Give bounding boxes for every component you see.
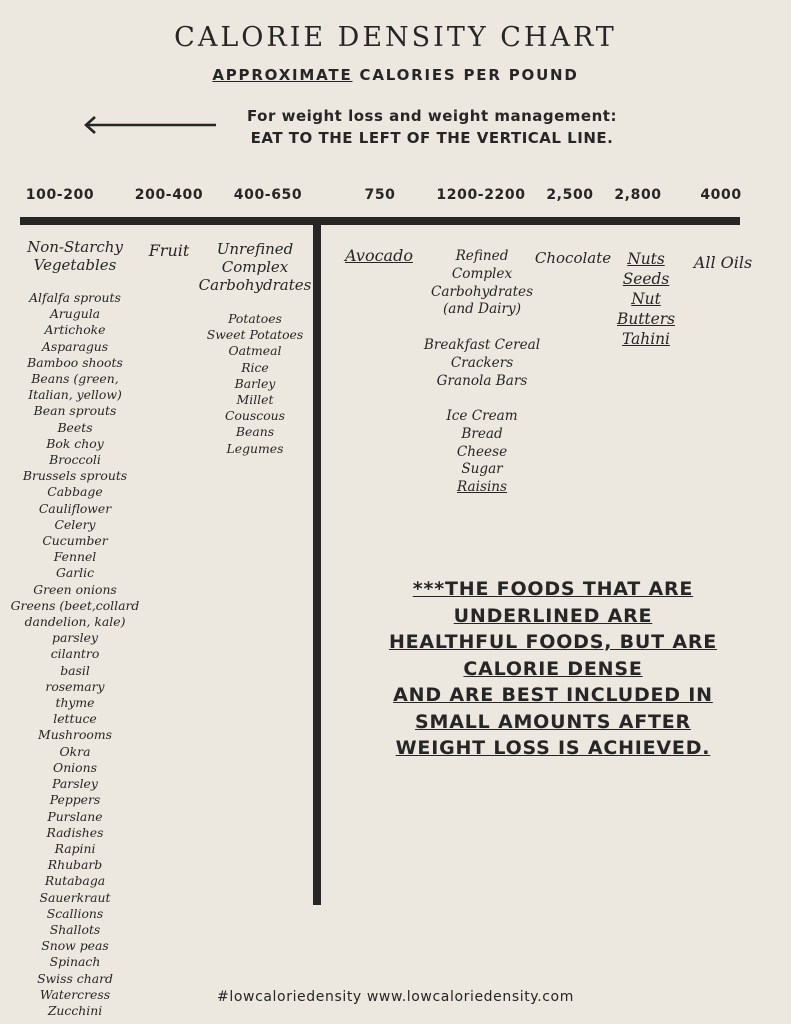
complex-carb-item: Potatoes xyxy=(228,311,282,326)
instruction-line-2: EAT TO THE LEFT OF THE VERTICAL LINE. xyxy=(250,129,614,147)
raisins-item: Raisins xyxy=(456,479,508,496)
horizontal-divider xyxy=(20,217,740,225)
vegetable-item: Onions xyxy=(53,759,97,775)
nut-item: Nuts xyxy=(627,250,665,268)
vegetable-item: cilantro xyxy=(50,646,100,662)
range-label: 4000 xyxy=(700,187,742,203)
vegetable-item: Alfalfa sprouts xyxy=(29,290,121,305)
page-title: CALORIE DENSITY CHART xyxy=(174,22,617,53)
vegetable-item: Asparagus xyxy=(41,338,109,354)
vegetable-item: Shallots xyxy=(49,921,101,937)
vegetable-item: Watercress xyxy=(39,986,111,1002)
range-label: 200-400 xyxy=(134,187,204,203)
note-line: SMALL AMOUNTS AFTER xyxy=(415,710,691,733)
instruction xyxy=(222,105,642,149)
vegetable-item: Cauliflower xyxy=(38,500,112,516)
vegetable-item: Rutabaga xyxy=(44,873,106,889)
range-label: 2,800 xyxy=(614,187,662,203)
complex-carb-item: Rice xyxy=(241,359,269,375)
note-line: ***THE FOODS THAT ARE xyxy=(412,578,694,600)
refined-heading: Refined Complex Carbohydrates (and Dairy) xyxy=(430,248,534,318)
vegetable-item: Okra xyxy=(59,743,91,759)
note-line: AND ARE BEST INCLUDED IN xyxy=(393,684,713,706)
vegetable-item: parsley xyxy=(52,630,98,646)
vegetable-item: Italian, yellow) xyxy=(28,387,122,403)
vegetable-item: Fennel xyxy=(53,549,97,565)
oils-heading: All Oils xyxy=(693,253,753,272)
vegetable-item: Spinach xyxy=(49,954,101,970)
refined-group-1: Breakfast Cereal Crackers Granola Bars xyxy=(423,337,541,389)
vegetable-item: Arugula xyxy=(49,306,101,322)
footer: #lowcaloriedensity www.lowcaloriedensity.com xyxy=(217,989,574,1005)
complex-carbs-list xyxy=(196,311,314,457)
vegetable-item: Rapini xyxy=(54,840,96,856)
nuts-list xyxy=(608,249,684,349)
chocolate-heading: Chocolate xyxy=(534,249,612,267)
vegetable-item: Zucchini xyxy=(47,1002,103,1018)
vegetables-list xyxy=(5,290,145,1019)
vegetable-item: Mushrooms xyxy=(38,727,112,743)
complex-carb-item: Barley xyxy=(234,375,276,391)
note-line: HEALTHFUL FOODS, BUT ARE xyxy=(388,631,718,653)
vegetable-item: Parsley xyxy=(52,776,98,792)
complex-carb-item: Beans xyxy=(235,424,275,440)
vegetable-item: Greens (beet,collard xyxy=(10,597,140,613)
vertical-divider xyxy=(313,221,321,905)
vegetable-item: Cabbage xyxy=(47,484,103,500)
complex-carb-item: Sweet Potatoes xyxy=(206,327,304,343)
vegetable-item: basil xyxy=(60,662,90,678)
nut-item: Butters xyxy=(617,310,675,328)
subtitle-underlined: APPROXIMATE xyxy=(212,66,353,84)
complex-carb-item: Millet xyxy=(236,392,274,408)
vegetable-item: Bamboo shoots xyxy=(27,354,123,370)
vegetable-item: Peppers xyxy=(49,792,101,808)
nut-item: Seeds xyxy=(622,270,670,288)
left-arrow-icon xyxy=(82,115,216,135)
range-label: 400-650 xyxy=(233,187,303,203)
vegetable-item: Swiss chard xyxy=(37,970,113,986)
range-label: 2,500 xyxy=(546,187,594,203)
note-line: UNDERLINED ARE xyxy=(453,604,653,627)
complex-carb-item: Legumes xyxy=(226,440,284,456)
vegetables-heading: Non-Starchy Vegetables xyxy=(27,238,123,274)
vegetable-item: Beans (green, xyxy=(31,371,119,387)
range-label: 1200-2200 xyxy=(436,187,526,203)
vegetable-item: Radishes xyxy=(46,824,104,840)
vegetable-item: Artichoke xyxy=(44,322,106,338)
vegetable-item: Broccoli xyxy=(49,452,101,468)
vegetable-item: Green onions xyxy=(33,581,117,597)
vegetable-item: Bean sprouts xyxy=(33,403,117,419)
nut-item: Tahini xyxy=(622,330,670,348)
vegetable-item: rosemary xyxy=(45,678,105,694)
fruit-heading: Fruit xyxy=(148,241,190,260)
vegetable-item: Brussels sprouts xyxy=(22,468,128,484)
instruction-line-1: For weight loss and weight management: xyxy=(247,107,617,125)
subtitle xyxy=(0,66,791,84)
range-label: 750 xyxy=(364,187,396,203)
vegetable-item: dandelion, kale) xyxy=(24,614,126,630)
vegetable-item: Sauerkraut xyxy=(39,889,111,905)
note-line: WEIGHT LOSS IS ACHIEVED. xyxy=(395,737,711,759)
underline-note xyxy=(372,576,734,762)
note-line: CALORIE DENSE xyxy=(463,657,643,680)
complex-carbs-heading: Unrefined Complex Carbohydrates xyxy=(198,240,312,294)
vegetable-item: Scallions xyxy=(46,905,104,921)
complex-carb-item: Couscous xyxy=(224,408,286,424)
vegetable-item: Rhubarb xyxy=(47,857,103,873)
vegetable-item: lettuce xyxy=(53,711,97,727)
vegetable-item: Purslane xyxy=(47,808,103,824)
complex-carb-item: Oatmeal xyxy=(228,343,282,359)
nut-item: Nut xyxy=(631,290,661,308)
avocado-heading: Avocado xyxy=(345,246,413,265)
vegetable-item: Celery xyxy=(54,516,96,532)
vegetable-item: Beets xyxy=(57,419,93,435)
vegetable-item: Garlic xyxy=(55,565,95,581)
refined-group-2: Ice Cream Bread Cheese Sugar Raisins xyxy=(412,408,552,497)
subtitle-rest: CALORIES PER POUND xyxy=(352,66,579,84)
vegetable-item: thyme xyxy=(55,695,95,711)
vegetable-item: Bok choy xyxy=(46,435,104,451)
vegetable-item: Cucumber xyxy=(42,533,108,549)
vegetable-item: Snow peas xyxy=(41,938,109,954)
range-label: 100-200 xyxy=(25,187,95,203)
